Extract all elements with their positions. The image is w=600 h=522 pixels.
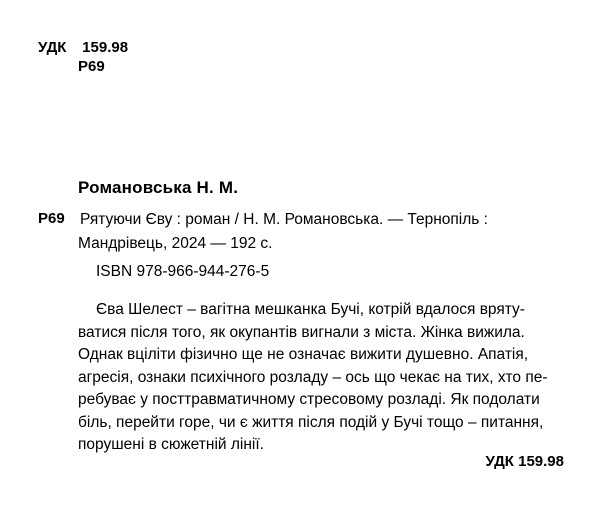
annotation-line-text: ватися після того, як окупантів вигнали з міста. Жінка вижила. xyxy=(78,323,525,341)
isbn: ISBN 978-966-944-276-5 xyxy=(96,263,270,280)
library-code-top: Р69 xyxy=(78,58,105,75)
annotation-line-text: біль, перейти горе, чи є життя після подій у Бучі тощо – питання, xyxy=(78,413,544,431)
annotation-line-text: ребуває у посттравматичному стресовому розладі. Як подолати xyxy=(78,391,540,408)
title-line-1: Рятуючи Єву : роман / Н. М. Романовська. — Тернопіль : xyxy=(80,211,488,228)
udk-footer: УДК 159.98 xyxy=(485,453,564,470)
annotation-line xyxy=(78,322,562,345)
annotation-line-text: агресія, ознаки психічного розладу – ось що чекає на тих, хто пе- xyxy=(78,368,548,386)
annotation-line xyxy=(78,389,562,412)
library-code: Р69 xyxy=(38,210,65,227)
udk-line xyxy=(38,38,128,57)
udk-header xyxy=(38,38,128,76)
udk-label: УДК xyxy=(38,39,67,56)
annotation-line xyxy=(78,367,562,390)
bibliographic-description xyxy=(78,208,560,256)
annotation-line-text: Однак вціліти фізично ще не означає вижити душевно. Апатія, xyxy=(78,346,529,363)
title-line-2: Мандрівець, 2024 — 192 с. xyxy=(78,235,273,252)
annotation-line xyxy=(78,344,562,367)
annotation-line xyxy=(78,412,562,435)
annotation-line-text: Єва Шелест – вагітна мешканка Бучі, котрій вдалося вряту- xyxy=(96,301,525,318)
udk-code: 159.98 xyxy=(82,39,129,56)
annotation-line xyxy=(78,299,562,322)
annotation-line-text: порушені в сюжетній лінії. xyxy=(78,436,264,453)
author-name: Романовська Н. М. xyxy=(78,178,239,197)
annotation-text xyxy=(78,299,562,457)
